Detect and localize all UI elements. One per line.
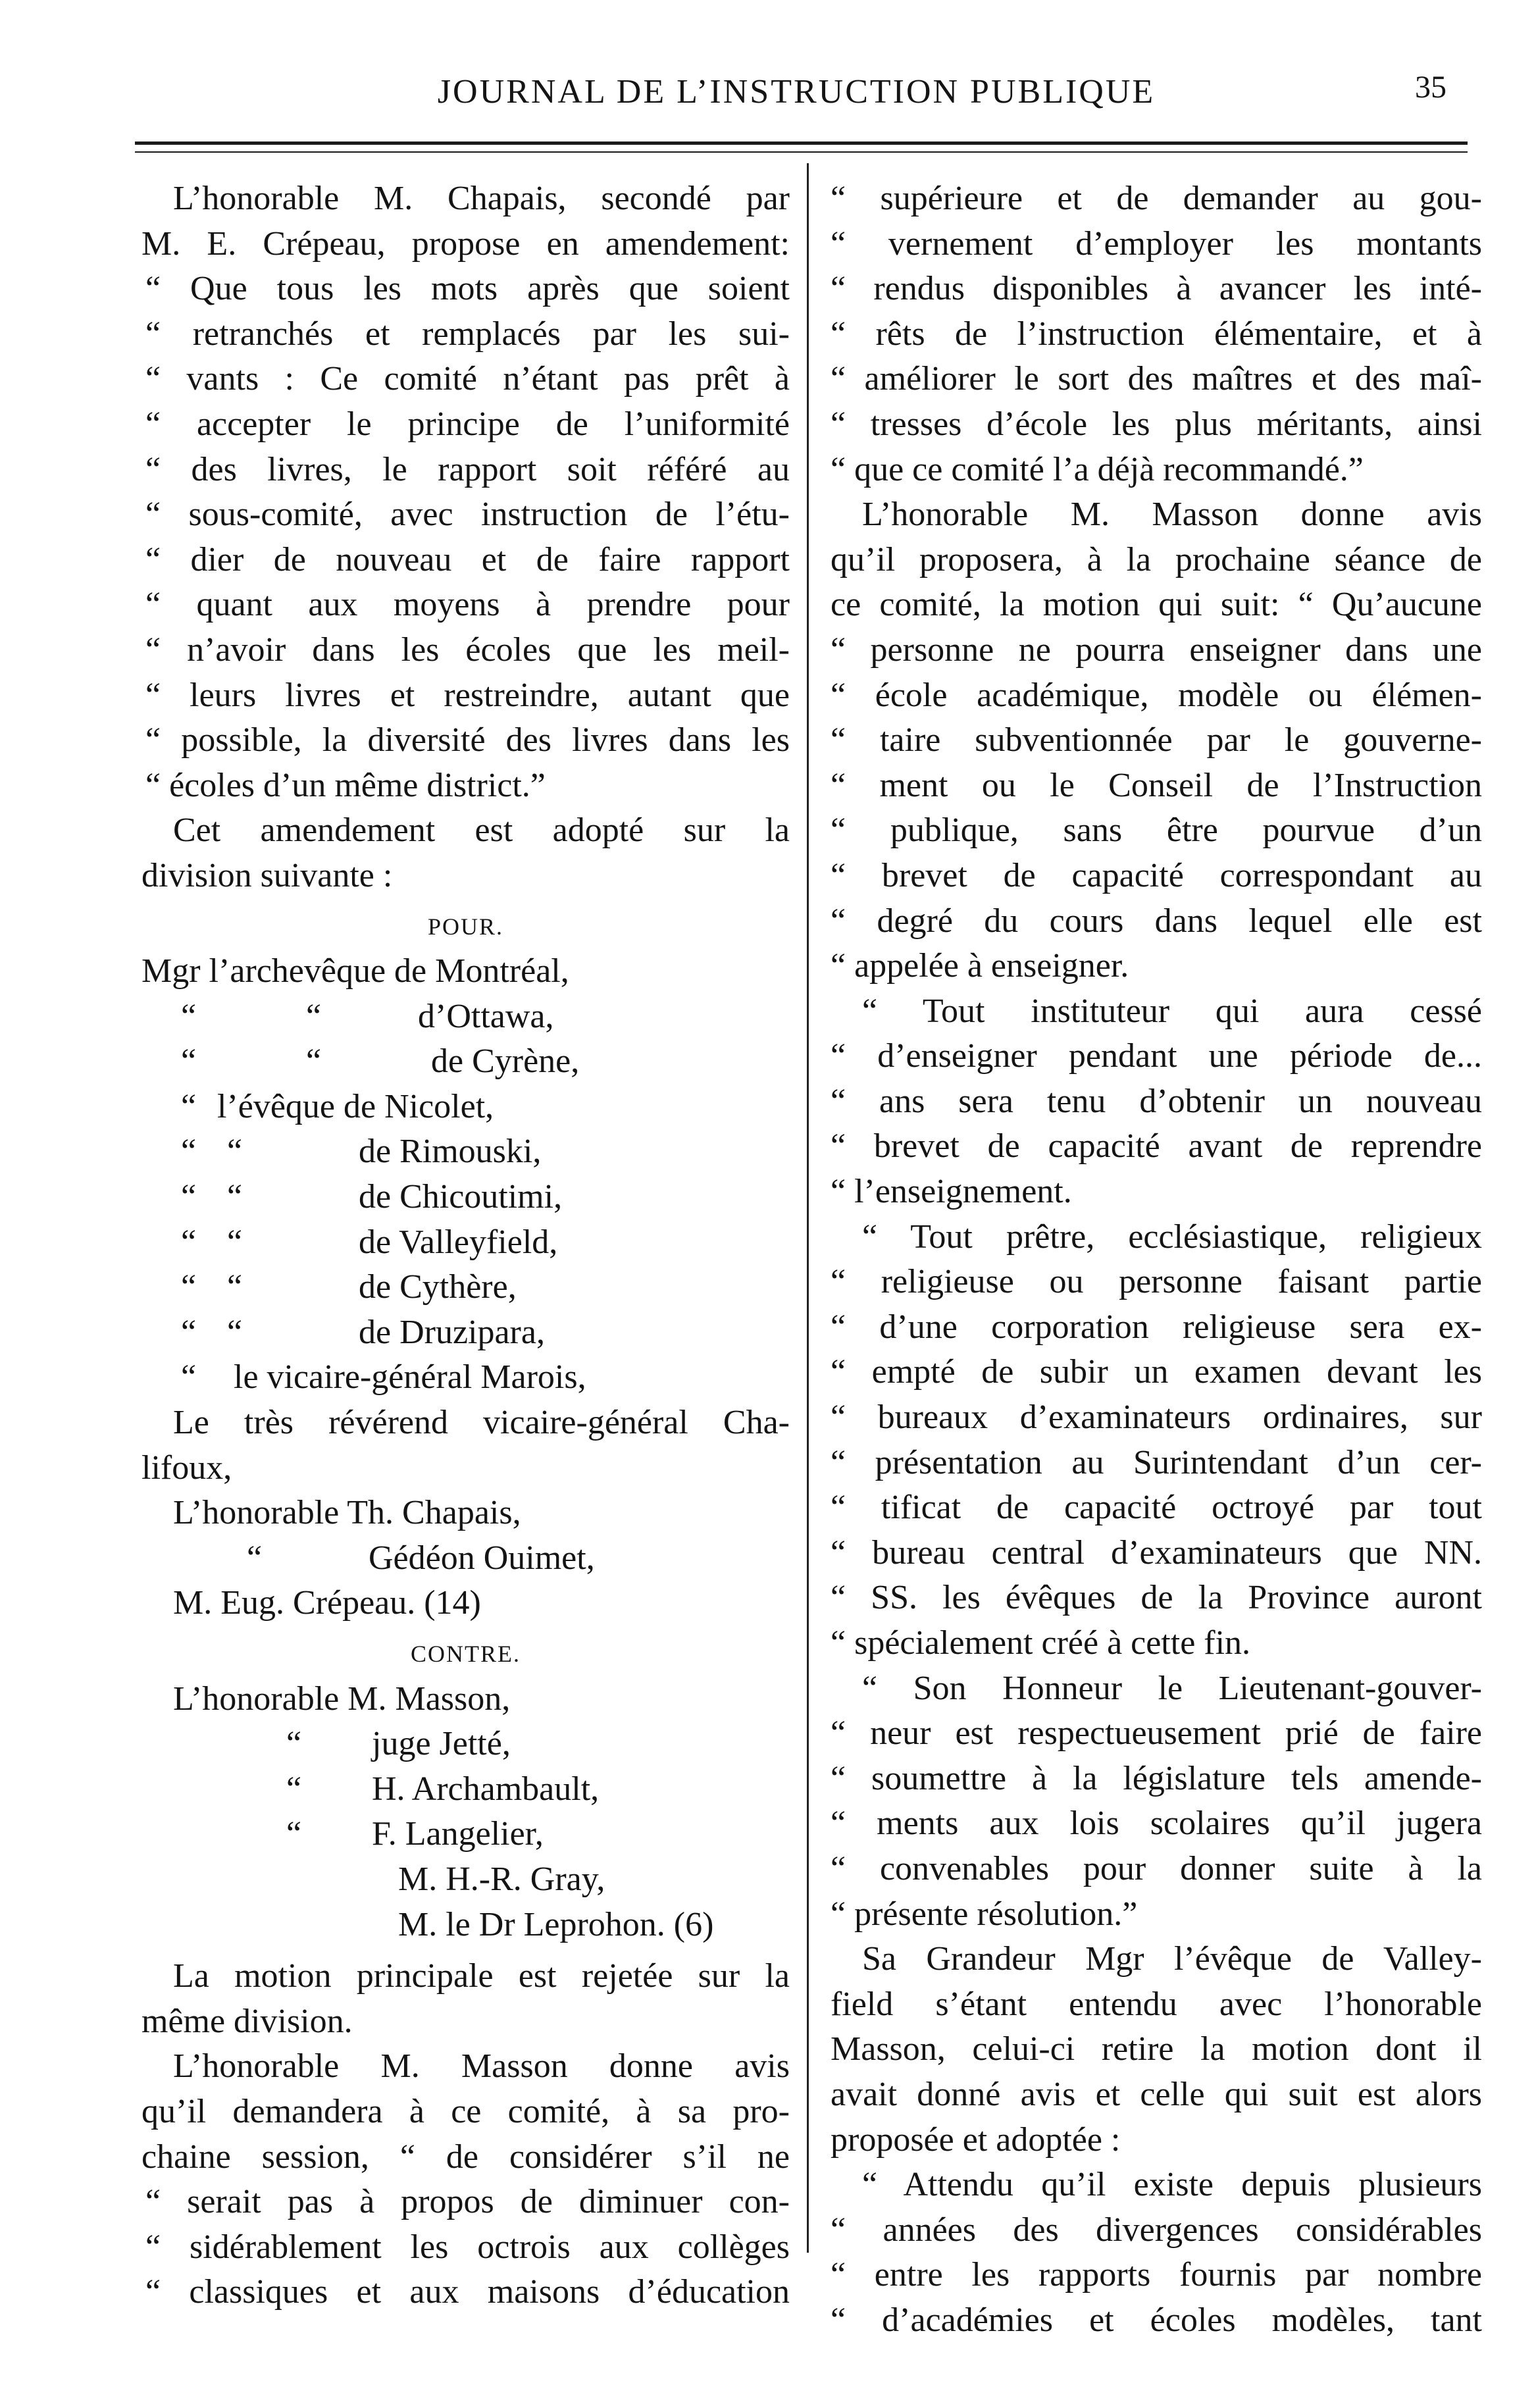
text-line: “ accepter le principe de l’uniformité xyxy=(145,405,790,443)
text-line: “ brevet de capacité avant de reprendre xyxy=(831,1127,1482,1166)
text-line: “ Attendu qu’il existe depuis plusieurs xyxy=(862,2166,1482,2204)
text-line: “ l’enseignement. xyxy=(831,1173,1072,1211)
text-line: L’honorable M. Masson donne avis xyxy=(173,2047,790,2086)
text-line: “ d’enseigner pendant une période de... xyxy=(831,1037,1482,1075)
list-item xyxy=(141,1355,790,1400)
list-name: l’évêque de Nicolet, xyxy=(217,1087,494,1125)
text-line: “ Que tous les mots après que soient xyxy=(145,270,790,308)
ditto-mark: “ xyxy=(286,1725,302,1763)
list-item: Mgr l’archevêque de Montréal, xyxy=(141,952,569,990)
text-line: Masson, celui-ci retire la motion dont il xyxy=(831,2030,1482,2068)
list-item xyxy=(141,1129,790,1175)
text-line: “ présentation au Surintendant d’un cer- xyxy=(831,1443,1482,1481)
ditto-mark: “ xyxy=(181,1358,197,1396)
text-line: “ quant aux moyens à prendre pour xyxy=(145,586,790,624)
ditto-mark: “ xyxy=(227,1133,243,1171)
ditto-mark: “ xyxy=(306,1042,322,1081)
text-line: même division. xyxy=(141,2002,353,2040)
list-item xyxy=(141,1265,790,1310)
ditto-mark: “ xyxy=(181,1042,197,1081)
paragraph-attendu xyxy=(831,2163,1482,2343)
ditto-mark: “ xyxy=(181,1178,197,1216)
list-name: Gédéon Ouimet, xyxy=(369,1539,595,1577)
ditto-mark: “ xyxy=(181,1133,197,1171)
text-line: La motion principale est rejetée sur la xyxy=(173,1957,790,1995)
text-line: “ personne ne pourra enseigner dans une xyxy=(831,630,1482,669)
text-line: avait donné avis et celle qui suit est alors xyxy=(831,2075,1482,2113)
list-item: M. Eug. Crépeau. (14) xyxy=(173,1584,481,1622)
ditto-mark: “ xyxy=(247,1539,263,1577)
list-item: Le très révérend vicaire-général Cha- xyxy=(173,1404,790,1442)
list-item: M. H.-R. Gray, xyxy=(398,1860,605,1898)
column-divider xyxy=(807,163,809,2253)
paragraph-continuation xyxy=(831,176,1482,492)
text-line: proposée et adoptée : xyxy=(831,2120,1121,2159)
paragraph-valleyfield xyxy=(831,1937,1482,2163)
text-line: “ que ce comité l’a déjà recommandé.” xyxy=(831,450,1364,488)
paragraph-instituteur xyxy=(831,989,1482,1215)
text-line: “ des livres, le rapport soit référé au xyxy=(145,450,790,488)
text-line: “ publique, sans être pourvue d’un xyxy=(831,811,1482,850)
text-line: “ présente résolution.” xyxy=(831,1895,1138,1933)
text-line: “ neur est respectueusement prié de faire xyxy=(831,1714,1482,1753)
ditto-mark: “ xyxy=(227,1178,243,1216)
pour-list xyxy=(141,949,790,1626)
text-line: “ religieuse ou personne faisant partie xyxy=(831,1263,1482,1301)
list-name: de Valleyfield, xyxy=(359,1223,558,1261)
list-item: M. le Dr Leprohon. (6) xyxy=(398,1905,714,1943)
text-line: “ bureau central d’examinateurs que NN. xyxy=(831,1533,1482,1572)
ditto-mark: “ xyxy=(181,997,197,1035)
text-line: “ classiques et aux maisons d’éducation xyxy=(145,2273,790,2311)
text-line: “ améliorer le sort des maîtres et des maî- xyxy=(831,360,1482,398)
text-line: M. E. Crépeau, propose en amendement: xyxy=(141,224,790,263)
ditto-mark: “ xyxy=(306,997,322,1035)
text-line: “ tresses d’école les plus méritants, ainsi xyxy=(831,405,1482,443)
list-name: de Cythère, xyxy=(359,1268,517,1306)
text-line: “ spécialement créé à cette fin. xyxy=(831,1624,1251,1662)
text-line: “ retranchés et remplacés par les sui- xyxy=(145,315,790,353)
list-name: H. Archambault, xyxy=(372,1770,600,1808)
text-line: “ serait pas à propos de diminuer con- xyxy=(145,2183,790,2221)
list-item xyxy=(141,1812,790,1857)
list-item xyxy=(141,1039,790,1085)
page-number: 35 xyxy=(1415,70,1446,105)
text-line: “ vernement d’employer les montants xyxy=(831,224,1482,263)
text-line: “ Tout instituteur qui aura cessé xyxy=(862,992,1482,1030)
left-column xyxy=(141,176,790,2315)
list-name: de Cyrène, xyxy=(431,1042,580,1081)
list-item: lifoux, xyxy=(141,1448,232,1487)
paragraph-motion-notice xyxy=(831,492,1482,989)
ditto-mark: “ xyxy=(227,1223,243,1261)
text-line: “ empté de subir un examen devant les xyxy=(831,1353,1482,1391)
text-line: “ brevet de capacité correspondant au xyxy=(831,856,1482,894)
paragraph-amendment xyxy=(141,176,790,808)
list-item xyxy=(141,1536,790,1581)
text-line: “ Son Honneur le Lieutenant-gouver- xyxy=(862,1669,1482,1707)
text-line: ce comité, la motion qui suit: “ Qu’aucune xyxy=(831,586,1482,624)
ditto-mark: “ xyxy=(227,1268,243,1306)
text-line: “ sidérablement les octrois aux collèges xyxy=(145,2228,790,2266)
list-name: F. Langelier, xyxy=(372,1815,544,1853)
text-line: “ sous-comité, avec instruction de l’étu- xyxy=(145,496,790,534)
text-line: field s’étant entendu avec l’honorable xyxy=(831,1985,1482,2023)
paragraph-vote-intro xyxy=(141,808,790,898)
text-line: L’honorable M. Chapais, secondé par xyxy=(173,180,790,217)
text-line: Cet amendement est adopté sur la xyxy=(173,811,790,850)
ditto-mark: “ xyxy=(181,1087,197,1125)
text-line: “ taire subventionnée par le gouverne- xyxy=(831,721,1482,759)
list-name: le vicaire-général Marois, xyxy=(234,1358,586,1396)
list-name: juge Jetté, xyxy=(372,1725,511,1763)
text-line: division suivante : xyxy=(141,856,393,894)
contre-heading: CONTRE. xyxy=(411,1641,521,1667)
text-line: qu’il demandera à ce comité, à sa pro- xyxy=(141,2092,790,2130)
ditto-mark: “ xyxy=(286,1770,302,1808)
text-line: “ d’académies et écoles modèles, tant xyxy=(831,2301,1482,2339)
text-line: “ soumettre à la législature tels amende- xyxy=(831,1759,1482,1797)
ditto-mark: “ xyxy=(286,1815,302,1853)
text-line: “ bureaux d’examinateurs ordinaires, sur xyxy=(831,1398,1482,1437)
running-head: JOURNAL DE L’INSTRUCTION PUBLIQUE xyxy=(437,73,1156,111)
text-line: “ degré du cours dans lequel elle est xyxy=(831,902,1482,940)
list-item xyxy=(141,1767,790,1812)
header-rule-thick xyxy=(135,141,1468,145)
list-name: de Druzipara, xyxy=(359,1313,545,1351)
right-column xyxy=(831,176,1482,2344)
paragraph-pretre xyxy=(831,1215,1482,1666)
contre-list xyxy=(141,1677,790,1948)
paragraph-rejection xyxy=(141,1954,790,2044)
list-item: L’honorable M. Masson, xyxy=(173,1679,511,1718)
text-line: “ années des divergences considérables xyxy=(831,2211,1482,2249)
text-line: “ ans sera tenu d’obtenir un nouveau xyxy=(831,1082,1482,1120)
text-line: “ ment ou le Conseil de l’Instruction xyxy=(831,766,1482,804)
paragraph-lieutenant-gouverneur xyxy=(831,1666,1482,1937)
text-line: “ tificat de capacité octroyé par tout xyxy=(831,1489,1482,1527)
list-item xyxy=(141,1722,790,1767)
text-line: “ rêts de l’instruction élémentaire, et à xyxy=(831,315,1482,353)
text-line: “ SS. les évêques de la Province auront xyxy=(831,1579,1482,1617)
text-line: “ d’une corporation religieuse sera ex- xyxy=(831,1308,1482,1346)
text-line: qu’il proposera, à la prochaine séance de xyxy=(831,540,1482,578)
list-item: L’honorable Th. Chapais, xyxy=(173,1494,521,1532)
paragraph-masson-notice xyxy=(141,2044,790,2315)
text-line: “ supérieure et de demander au gou- xyxy=(831,180,1482,217)
list-item xyxy=(141,1310,790,1356)
text-line: “ entre les rapports fournis par nombre xyxy=(831,2256,1482,2294)
list-item xyxy=(141,1085,790,1130)
text-line: “ appelée à enseigner. xyxy=(831,947,1129,985)
text-line: Sa Grandeur Mgr l’évêque de Valley- xyxy=(862,1940,1482,1978)
ditto-mark: “ xyxy=(181,1313,197,1351)
list-name: d’Ottawa, xyxy=(418,997,554,1035)
list-item xyxy=(141,1175,790,1220)
list-name: de Rimouski, xyxy=(359,1133,542,1171)
text-line: “ école académique, modèle ou élémen- xyxy=(831,676,1482,714)
pour-heading: POUR. xyxy=(427,913,504,940)
list-item xyxy=(141,1220,790,1266)
ditto-mark: “ xyxy=(181,1268,197,1306)
text-line: “ dier de nouveau et de faire rapport xyxy=(145,540,790,578)
text-line: “ ments aux lois scolaires qu’il jugera xyxy=(831,1805,1482,1843)
ditto-mark: “ xyxy=(227,1313,243,1351)
text-line: L’honorable M. Masson donne avis xyxy=(862,496,1482,534)
text-line: “ possible, la diversité des livres dans les xyxy=(145,721,790,759)
text-line: chaine session, “ de considérer s’il ne xyxy=(141,2138,790,2176)
text-line: “ écoles d’un même district.” xyxy=(145,766,546,804)
ditto-mark: “ xyxy=(181,1223,197,1261)
list-item xyxy=(141,994,790,1040)
header-rule-thin xyxy=(135,151,1468,153)
text-line: “ n’avoir dans les écoles que les meil- xyxy=(145,630,790,669)
text-line: “ vants : Ce comité n’étant pas prêt à xyxy=(145,360,790,398)
text-line: “ rendus disponibles à avancer les inté- xyxy=(831,270,1482,308)
text-line: “ convenables pour donner suite à la xyxy=(831,1849,1482,1887)
text-line: “ leurs livres et restreindre, autant que xyxy=(145,676,790,714)
text-line: “ Tout prêtre, ecclésiastique, religieux xyxy=(862,1217,1482,1256)
list-name: de Chicoutimi, xyxy=(359,1178,563,1216)
